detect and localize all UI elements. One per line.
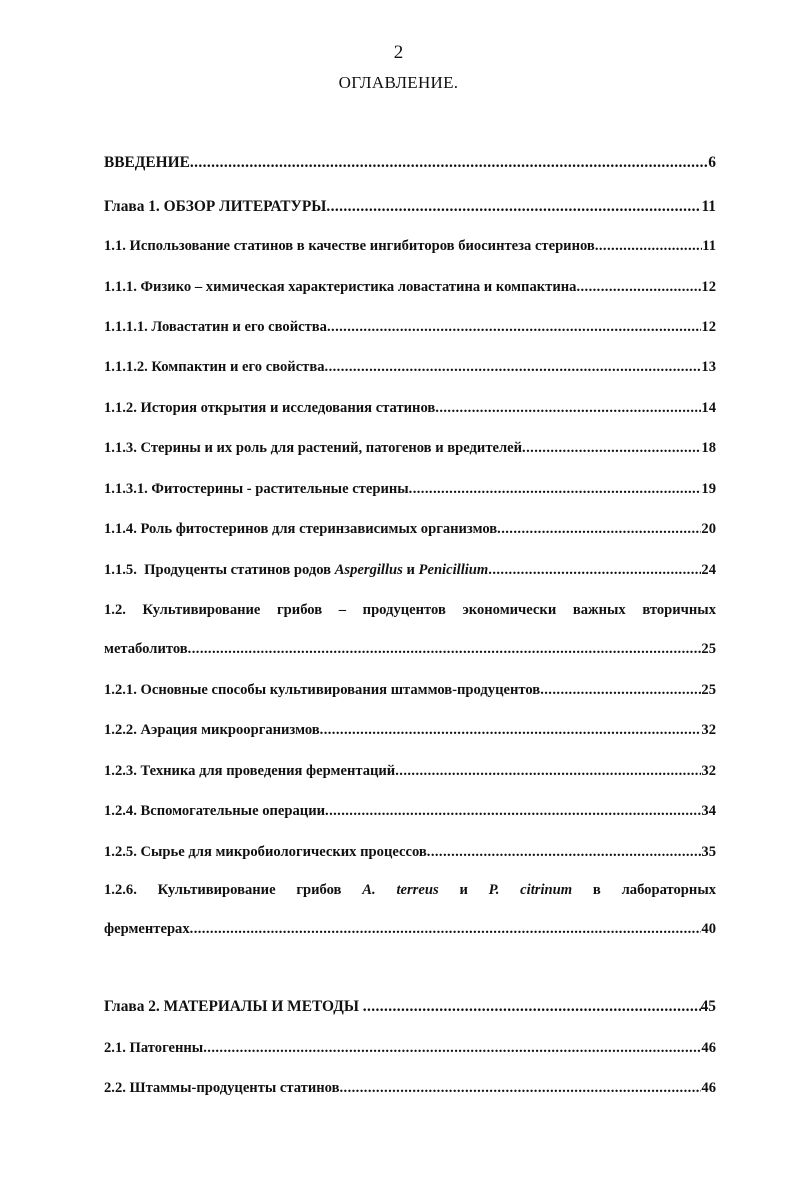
toc-entry-1-1-3-1 bbox=[104, 479, 716, 499]
toc-entry-label: метаболитов bbox=[104, 641, 188, 657]
toc-entry-1-2-line1: 1.2. Культивирование грибов – продуцентов экономически важных вторичных bbox=[104, 602, 716, 618]
toc-entry-label: 1.1. Использование статинов в качестве ингибиторов биосинтеза стеринов bbox=[104, 238, 595, 254]
toc-entry-1-1-1-1 bbox=[104, 317, 716, 337]
toc-entry-1-1-2 bbox=[104, 398, 716, 418]
toc-title: ОГЛАВЛЕНИЕ. bbox=[338, 73, 459, 92]
toc-entry-page: 13 bbox=[701, 359, 716, 375]
toc-entry-chapter-2 bbox=[104, 997, 716, 1017]
dot-leader bbox=[363, 997, 701, 1017]
genus-aspergillus: Aspergillus bbox=[334, 562, 403, 578]
toc-entry-page: 45 bbox=[700, 998, 716, 1015]
toc-entry-1-1 bbox=[104, 236, 716, 256]
dot-leader bbox=[497, 519, 701, 539]
toc-entry-1-2-6-line2 bbox=[104, 919, 716, 939]
toc-entry-label: Глава 2. МАТЕРИАЛЫ И МЕТОДЫ bbox=[104, 998, 363, 1015]
toc-entry-intro bbox=[104, 153, 716, 173]
toc-word: и bbox=[459, 882, 468, 898]
toc-word: грибов bbox=[296, 882, 342, 898]
toc-entry-label: 2.1. Патогенны bbox=[104, 1040, 204, 1056]
species-terreus: terreus bbox=[396, 882, 439, 898]
toc-entry-label: 1.1.1.1. Ловастатин и его свойства bbox=[104, 319, 327, 335]
toc-entry-1-1-4 bbox=[104, 519, 716, 539]
toc-entry-page: 46 bbox=[701, 1040, 716, 1056]
toc-entry-1-2-3 bbox=[104, 761, 716, 781]
toc-entry-page: 32 bbox=[701, 763, 716, 779]
toc-entry-1-1-5 bbox=[104, 560, 716, 580]
toc-entry-label: 1.2.2. Аэрация микроорганизмов bbox=[104, 722, 320, 738]
toc-entry-2-2 bbox=[104, 1078, 716, 1098]
genus-penicillium: Penicillium bbox=[418, 562, 489, 578]
toc-entry-label: 2.2. Штаммы-продуценты статинов bbox=[104, 1080, 340, 1096]
toc-entry-chapter-1 bbox=[104, 197, 716, 217]
toc-entry-label: 1.1.2. История открытия и исследования статинов bbox=[104, 400, 436, 416]
dot-leader bbox=[522, 438, 701, 458]
dot-leader bbox=[540, 680, 701, 700]
toc-entry-page: 24 bbox=[701, 562, 716, 578]
toc-entry-label-prefix: 1.1.5. Продуценты статинов родов bbox=[104, 562, 335, 578]
toc-entry-label: 1.2.5. Сырье для микробиологических процессов bbox=[104, 844, 427, 860]
toc-entry-label: 1.1.1.2. Компактин и его свойства bbox=[104, 359, 325, 375]
toc-entry-page: 34 bbox=[701, 803, 716, 819]
species-citrinum: citrinum bbox=[520, 882, 573, 898]
toc-entry-label: 1.2.4. Вспомогательные операции bbox=[104, 803, 326, 819]
toc-entry-page: 19 bbox=[701, 481, 716, 497]
toc-entry-label: 1.2.1. Основные способы культивирования штаммов-продуцентов bbox=[104, 682, 541, 698]
toc-entry-page: 46 bbox=[701, 1080, 716, 1096]
dot-leader bbox=[325, 357, 702, 377]
dot-leader bbox=[190, 153, 708, 173]
dot-leader bbox=[409, 479, 702, 499]
toc-entry-label: ВВЕДЕНИЕ bbox=[104, 154, 190, 171]
toc-word: в bbox=[592, 882, 601, 898]
page-number: 2 bbox=[393, 42, 404, 63]
toc-entry-page: 25 bbox=[701, 682, 716, 698]
toc-entry-page: 12 bbox=[701, 279, 716, 295]
dot-leader bbox=[576, 277, 701, 297]
toc-entry-label: 1.1.1. Физико – химическая характеристика ловастатина и компактина bbox=[104, 279, 577, 295]
toc-entry-label: 1.1.4. Роль фитостеринов для стеринзависимых организмов bbox=[104, 521, 498, 537]
dot-leader bbox=[595, 236, 702, 256]
dot-leader bbox=[325, 801, 701, 821]
toc-entry-label: ферментерах bbox=[104, 921, 190, 937]
toc-entry-1-1-1-2 bbox=[104, 357, 716, 377]
toc-entry-1-2-4 bbox=[104, 801, 716, 821]
toc-entry-1-2-5 bbox=[104, 842, 716, 862]
dot-leader bbox=[435, 398, 701, 418]
dot-leader bbox=[395, 761, 701, 781]
toc-entry-2-1 bbox=[104, 1038, 716, 1058]
toc-entry-label bbox=[104, 560, 488, 580]
toc-entry-page: 20 bbox=[701, 521, 716, 537]
dot-leader bbox=[339, 1078, 701, 1098]
toc-entry-1-2-2 bbox=[104, 720, 716, 740]
dot-leader bbox=[203, 1038, 701, 1058]
genus-abbrev-p: P. bbox=[488, 882, 500, 898]
toc-entry-label: 1.2.3. Техника для проведения ферментаций bbox=[104, 763, 396, 779]
toc-word: 1.2.6. bbox=[104, 882, 137, 898]
toc-entry-1-1-3 bbox=[104, 438, 716, 458]
genus-abbrev-a: A. bbox=[362, 882, 376, 898]
dot-leader bbox=[488, 560, 701, 580]
dot-leader bbox=[190, 919, 702, 939]
dot-leader bbox=[188, 639, 702, 659]
toc-entry-page: 14 bbox=[701, 400, 716, 416]
toc-entry-page: 35 bbox=[701, 844, 716, 860]
toc-entry-page: 18 bbox=[701, 440, 716, 456]
toc-entry-page: 11 bbox=[701, 198, 716, 215]
toc-entry-1-1-1 bbox=[104, 277, 716, 297]
toc-word: Культивирование bbox=[157, 882, 276, 898]
toc-entry-page: 6 bbox=[708, 154, 716, 171]
toc-entry-page: 25 bbox=[701, 641, 716, 657]
dot-leader bbox=[320, 720, 702, 740]
toc-entry-label-conj: и bbox=[402, 562, 419, 578]
toc-entry-1-2-6-line1 bbox=[104, 880, 716, 900]
toc-entry-page: 32 bbox=[701, 722, 716, 738]
toc-word: лабораторных bbox=[621, 882, 717, 898]
toc-entry-label: 1.1.3.1. Фитостерины - растительные стерины bbox=[104, 481, 409, 497]
toc-entry-label: 1.1.3. Стерины и их роль для растений, патогенов и вредителей bbox=[104, 440, 523, 456]
toc-entry-1-2-line2 bbox=[104, 639, 716, 659]
toc-entry-page: 40 bbox=[701, 921, 716, 937]
toc-entry-1-2-1 bbox=[104, 680, 716, 700]
dot-leader bbox=[327, 317, 701, 337]
toc-entry-page: 11 bbox=[702, 238, 716, 254]
dot-leader bbox=[427, 842, 702, 862]
toc-entry-label: Глава 1. ОБЗОР ЛИТЕРАТУРЫ bbox=[104, 198, 327, 215]
toc-entry-page: 12 bbox=[701, 319, 716, 335]
dot-leader bbox=[326, 197, 701, 217]
